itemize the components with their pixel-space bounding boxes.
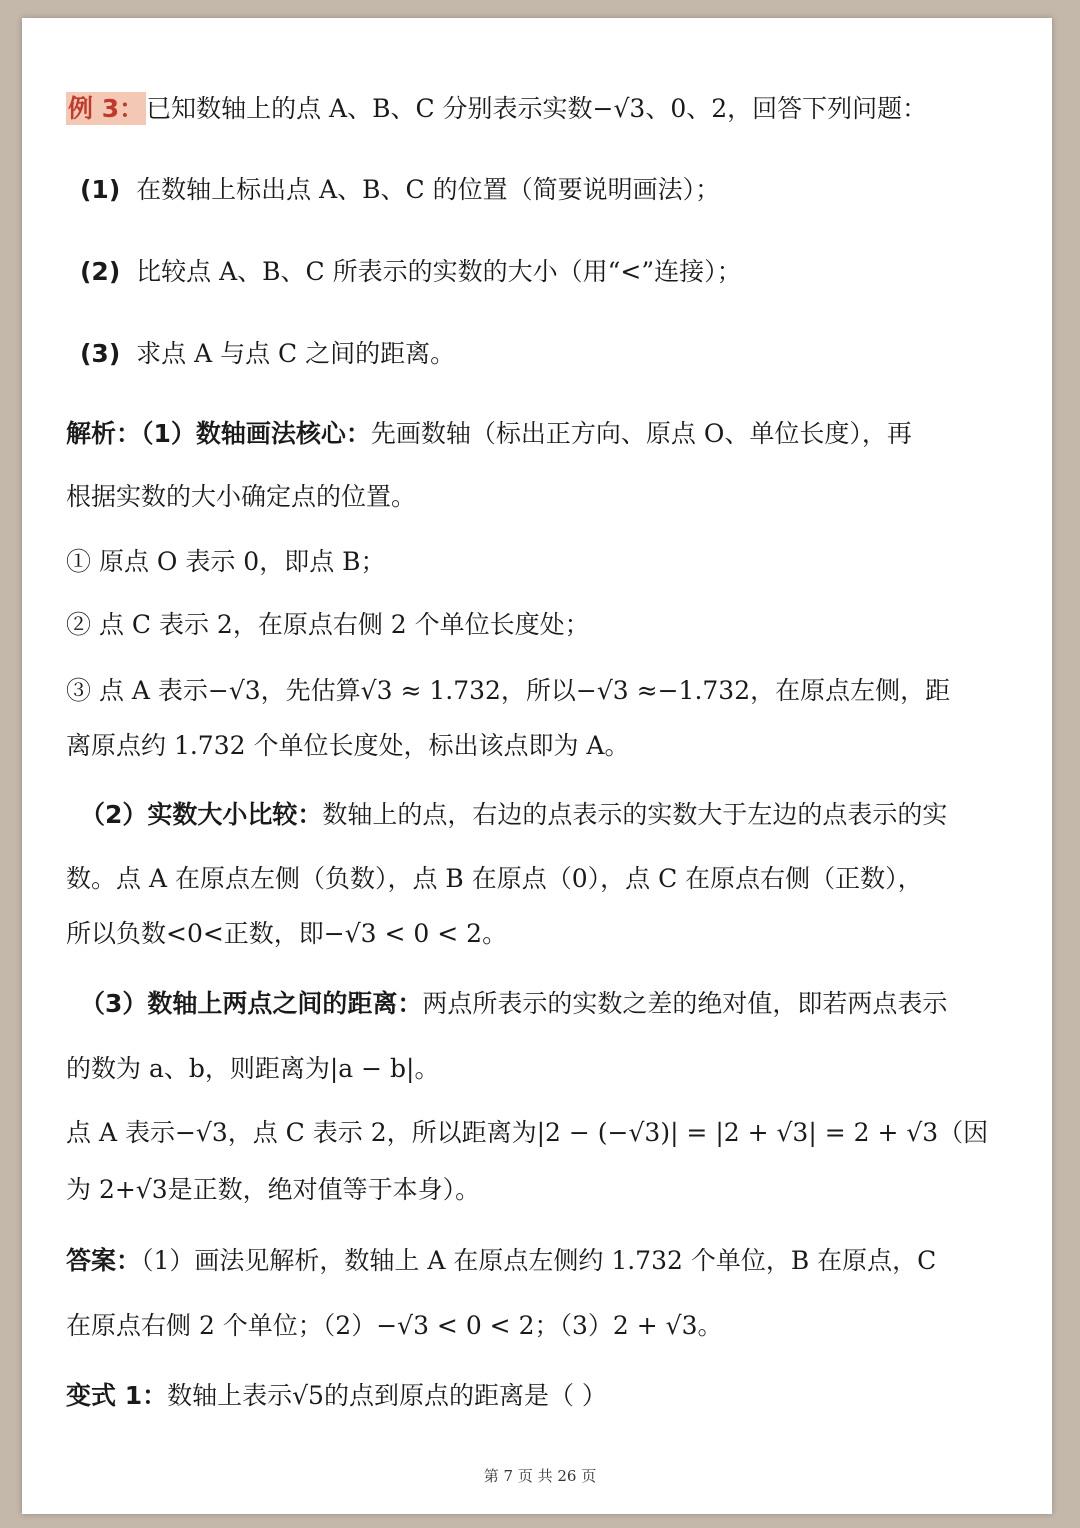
part2-line-2: [66, 862, 1020, 896]
part2-text-a: 数轴上的点，右边的点表示的实数大于左边的点表示的实: [322, 800, 948, 829]
part3-line-2: [66, 1052, 1020, 1086]
step-3b: [66, 729, 1020, 763]
example-stem-line: [66, 92, 1020, 126]
part2-line-1: [80, 798, 1020, 832]
answer-text-2: 在原点右侧 2 个单位；（2）−√3 < 0 < 2；（3）2 + √3。: [66, 1311, 723, 1340]
question-2: [80, 255, 1020, 289]
q2-number: (2): [80, 257, 121, 286]
q2-text: 比较点 A、B、C 所表示的实数的大小（用“<”连接）；: [136, 257, 742, 286]
variant-heading: 变式 1：: [66, 1381, 168, 1410]
analysis-p1a: 先画数轴（标出正方向、原点 O、单位长度），再: [370, 419, 912, 448]
question-3: [80, 337, 1020, 371]
part3-text-b: 的数为 a、b，则距离为|a − b|。: [66, 1054, 440, 1083]
q1-text: 在数轴上标出点 A、B、C 的位置（简要说明画法）；: [136, 175, 721, 204]
example-stem: 已知数轴上的点 A、B、C 分别表示实数−√3、0、2，回答下列问题：: [146, 94, 928, 123]
analysis-p1b: 根据实数的大小确定点的位置。: [66, 482, 417, 511]
part2-text-b: 数。点 A 在原点左侧（负数），点 B 在原点（0），点 C 在原点右侧（正数），: [66, 864, 923, 893]
q1-number: (1): [80, 175, 121, 204]
part3-text-a: 两点所表示的实数之差的绝对值，即若两点表示: [422, 989, 948, 1018]
part2-text-c: 所以负数<0<正数，即−√3 < 0 < 2。: [66, 919, 508, 948]
answer-text-1: （1）画法见解析，数轴上 A 在原点左侧约 1.732 个单位，B 在原点，C: [141, 1246, 937, 1275]
step-3a-text: ③ 点 A 表示−√3，先估算√3 ≈ 1.732，所以−√3 ≈−1.732，在原点左侧，距: [66, 676, 951, 705]
answer-line-1: [66, 1244, 1020, 1278]
part4-line-1: [66, 1116, 1020, 1150]
part2-heading: （2）实数大小比较：: [80, 800, 323, 829]
step-2: [66, 608, 1020, 642]
variant-line: [66, 1379, 1020, 1413]
part4-line-2: [66, 1173, 1020, 1207]
variant-text: 数轴上表示√5的点到原点的距离是（ ）: [167, 1381, 607, 1410]
analysis-heading: 解析：（1）数轴画法核心：: [66, 419, 371, 448]
q3-number: (3): [80, 339, 121, 368]
analysis-line-1: [66, 417, 1020, 451]
page-footer: 第 7 页 共 26 页: [483, 1467, 597, 1485]
analysis-line-2: [66, 480, 1020, 514]
step-3a: [66, 674, 1020, 708]
answer-line-2: [66, 1309, 1020, 1343]
answer-heading: 答案：: [66, 1246, 142, 1275]
question-1: [80, 173, 1020, 207]
part3-heading: （3）数轴上两点之间的距离：: [80, 989, 423, 1018]
step-3b-text: 离原点约 1.732 个单位长度处，标出该点即为 A。: [66, 731, 630, 760]
step-1: [66, 545, 1020, 579]
example-label: 例 3：: [68, 94, 145, 123]
step-2-text: ② 点 C 表示 2，在原点右侧 2 个单位长度处；: [66, 610, 590, 639]
document-page: [22, 18, 1052, 1514]
part3-line-1: [80, 987, 1020, 1021]
step-1-text: ① 原点 O 表示 0，即点 B；: [66, 547, 386, 576]
part4-text-b: 为 2+√3是正数，绝对值等于本身）。: [66, 1175, 481, 1204]
part2-line-3: [66, 917, 1020, 951]
q3-text: 求点 A 与点 C 之间的距离。: [136, 339, 456, 368]
part4-text-a: 点 A 表示−√3，点 C 表示 2，所以距离为|2 − (−√3)| = |2 + √3| = 2 + √3（因: [66, 1118, 989, 1147]
